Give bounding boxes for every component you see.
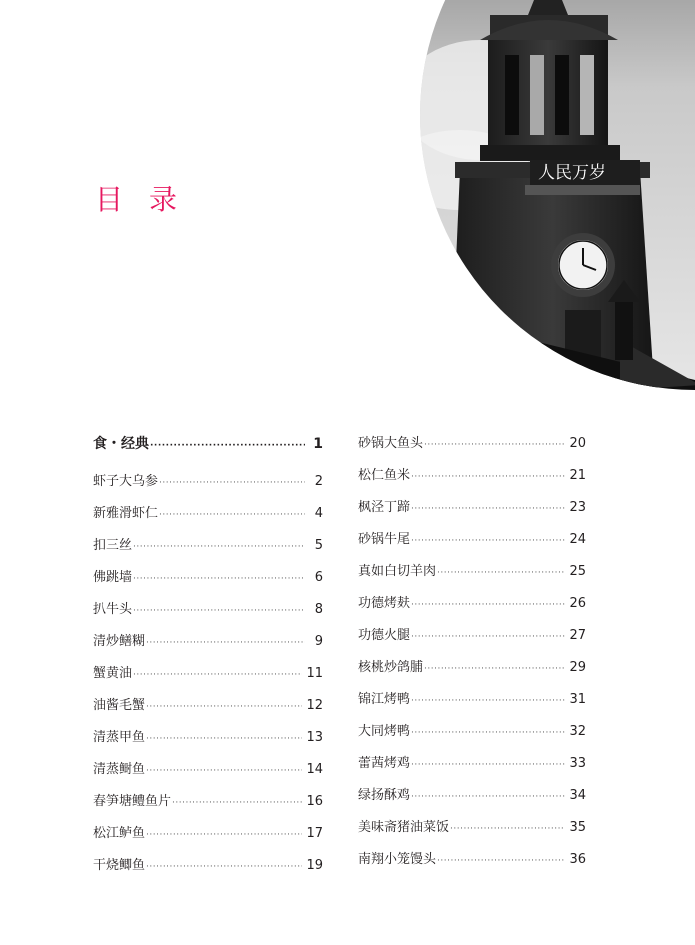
toc-entry[interactable] bbox=[358, 716, 586, 748]
toc-entry-page-number: 32 bbox=[569, 724, 586, 739]
toc-entry-page-number: 16 bbox=[306, 794, 323, 809]
dot-leader bbox=[133, 531, 305, 563]
dot-leader bbox=[146, 755, 302, 787]
dot-leader bbox=[411, 749, 565, 781]
dot-leader bbox=[411, 621, 565, 653]
toc-entry-title: 清炒鳝糊 bbox=[93, 634, 146, 649]
toc-entry-page-number: 9 bbox=[314, 634, 323, 649]
toc-entry-title: 佛跳墙 bbox=[93, 570, 133, 585]
toc-entry-page-number: 8 bbox=[314, 602, 323, 617]
toc-entry[interactable] bbox=[93, 594, 323, 626]
toc-entry[interactable] bbox=[93, 690, 323, 722]
toc-entry-title: 大同烤鸭 bbox=[358, 724, 411, 739]
toc-entry-title: 油酱毛蟹 bbox=[93, 698, 146, 713]
toc-entry-page-number: 34 bbox=[569, 788, 586, 803]
tower-banner-text: 人民万岁 bbox=[538, 163, 606, 183]
dot-leader bbox=[146, 627, 305, 659]
toc-entry-title: 核桃炒鸽脯 bbox=[358, 660, 424, 675]
dot-leader bbox=[411, 589, 565, 621]
dot-leader bbox=[450, 813, 565, 845]
dot-leader bbox=[424, 653, 565, 685]
toc-entry-page-number: 11 bbox=[306, 666, 323, 681]
toc-entry[interactable] bbox=[93, 562, 323, 594]
toc-entry-page-number: 27 bbox=[569, 628, 586, 643]
toc-entry[interactable] bbox=[358, 524, 586, 556]
toc-entry-title: 虾子大乌参 bbox=[93, 474, 159, 489]
toc-entry-page-number: 17 bbox=[306, 826, 323, 841]
toc-entry[interactable] bbox=[93, 818, 323, 850]
toc-entry[interactable] bbox=[93, 466, 323, 498]
dot-leader bbox=[437, 845, 565, 877]
toc-entry[interactable] bbox=[93, 850, 323, 882]
dot-leader bbox=[133, 595, 305, 627]
toc-entry-page-number: 29 bbox=[569, 660, 586, 675]
dot-leader bbox=[411, 525, 565, 557]
toc-entry[interactable] bbox=[358, 460, 586, 492]
dot-leader bbox=[146, 851, 302, 883]
dot-leader bbox=[146, 819, 302, 851]
toc-entry-page-number: 4 bbox=[314, 506, 323, 521]
toc-entry[interactable] bbox=[358, 492, 586, 524]
toc-entry[interactable] bbox=[358, 812, 586, 844]
toc-right-column bbox=[358, 428, 586, 876]
dot-leader bbox=[411, 461, 565, 493]
toc-entry-page-number: 23 bbox=[569, 500, 586, 515]
toc-entry-page-number: 25 bbox=[569, 564, 586, 579]
toc-entry-page-number: 26 bbox=[569, 596, 586, 611]
toc-entry[interactable] bbox=[358, 428, 586, 460]
toc-section-heading[interactable] bbox=[93, 428, 323, 460]
toc-entry-page-number: 35 bbox=[569, 820, 586, 835]
dot-leader bbox=[159, 467, 305, 499]
toc-entry-title: 清蒸甲鱼 bbox=[93, 730, 146, 745]
toc-entry[interactable] bbox=[93, 786, 323, 818]
toc-entry-title: 锦江烤鸭 bbox=[358, 692, 411, 707]
toc-entry-title: 松江鲈鱼 bbox=[93, 826, 146, 841]
toc-entry-title: 扒牛头 bbox=[93, 602, 133, 617]
toc-entry-page-number: 14 bbox=[306, 762, 323, 777]
toc-entry-title: 蕾茜烤鸡 bbox=[358, 756, 411, 771]
toc-entry-page-number: 33 bbox=[569, 756, 586, 771]
dot-leader bbox=[172, 787, 302, 819]
toc-entry-title: 松仁鱼米 bbox=[358, 468, 411, 483]
toc-entry-title: 功德火腿 bbox=[358, 628, 411, 643]
toc-entry-title: 美味斋猪油菜饭 bbox=[358, 820, 450, 835]
dot-leader bbox=[424, 429, 565, 461]
dot-leader bbox=[411, 717, 565, 749]
dot-leader bbox=[146, 723, 302, 755]
toc-entry-page-number: 20 bbox=[569, 436, 586, 451]
toc-entry-page-number: 6 bbox=[314, 570, 323, 585]
toc-entry-title: 清蒸鲥鱼 bbox=[93, 762, 146, 777]
toc-entry-title: 南翔小笼馒头 bbox=[358, 852, 437, 867]
title-char-2: 录 bbox=[149, 183, 178, 216]
toc-entry-page-number: 21 bbox=[569, 468, 586, 483]
toc-entry-page-number: 2 bbox=[314, 474, 323, 489]
clock-tower-photo bbox=[420, 0, 695, 390]
toc-entry-title: 春笋塘鳢鱼片 bbox=[93, 794, 172, 809]
toc-entry[interactable] bbox=[358, 844, 586, 876]
toc-entry[interactable] bbox=[358, 780, 586, 812]
toc-entry-title: 功德烤麸 bbox=[358, 596, 411, 611]
toc-entry-page-number: 5 bbox=[314, 538, 323, 553]
toc-entry-title: 食・经典 bbox=[93, 436, 149, 452]
toc-entry-title: 枫泾丁蹄 bbox=[358, 500, 411, 515]
toc-entry-title: 干烧鲫鱼 bbox=[93, 858, 146, 873]
toc-entry[interactable] bbox=[358, 748, 586, 780]
toc-entry-title: 绿扬酥鸡 bbox=[358, 788, 411, 803]
toc-entry[interactable] bbox=[358, 556, 586, 588]
toc-entry-page-number: 31 bbox=[569, 692, 586, 707]
toc-entry[interactable] bbox=[93, 658, 323, 690]
toc-entry-page-number: 24 bbox=[569, 532, 586, 547]
toc-left-column bbox=[93, 428, 323, 882]
dot-leader bbox=[133, 563, 305, 595]
toc-entry[interactable] bbox=[358, 652, 586, 684]
toc-entry-page-number: 13 bbox=[306, 730, 323, 745]
toc-entry[interactable] bbox=[358, 588, 586, 620]
dot-leader bbox=[133, 659, 302, 691]
dot-leader bbox=[146, 691, 302, 723]
toc-entry[interactable] bbox=[358, 684, 586, 716]
toc-entry[interactable] bbox=[358, 620, 586, 652]
toc-entry-title: 扣三丝 bbox=[93, 538, 133, 553]
toc-entry-title: 真如白切羊肉 bbox=[358, 564, 437, 579]
toc-entry-title: 砂锅大鱼头 bbox=[358, 436, 424, 451]
toc-entry[interactable] bbox=[93, 722, 323, 754]
toc-entry-page-number: 36 bbox=[569, 852, 586, 867]
toc-entry[interactable] bbox=[93, 530, 323, 562]
title-char-1: 目 bbox=[95, 183, 124, 216]
dot-leader bbox=[411, 781, 565, 813]
dot-leader bbox=[411, 685, 565, 717]
page-title bbox=[95, 178, 177, 218]
dot-leader bbox=[150, 430, 305, 462]
toc-entry-page-number: 12 bbox=[306, 698, 323, 713]
toc-entry[interactable] bbox=[93, 754, 323, 786]
toc-entry-page-number: 1 bbox=[313, 436, 323, 452]
toc-entry-title: 砂锅牛尾 bbox=[358, 532, 411, 547]
toc-entry[interactable] bbox=[93, 626, 323, 658]
toc-entry-page-number: 19 bbox=[306, 858, 323, 873]
dot-leader bbox=[437, 557, 565, 589]
toc-entry[interactable] bbox=[93, 498, 323, 530]
dot-leader bbox=[411, 493, 565, 525]
dot-leader bbox=[159, 499, 305, 531]
toc-entry-title: 新雅滑虾仁 bbox=[93, 506, 159, 521]
toc-entry-title: 蟹黄油 bbox=[93, 666, 133, 681]
clock-tower-illustration bbox=[420, 0, 695, 390]
